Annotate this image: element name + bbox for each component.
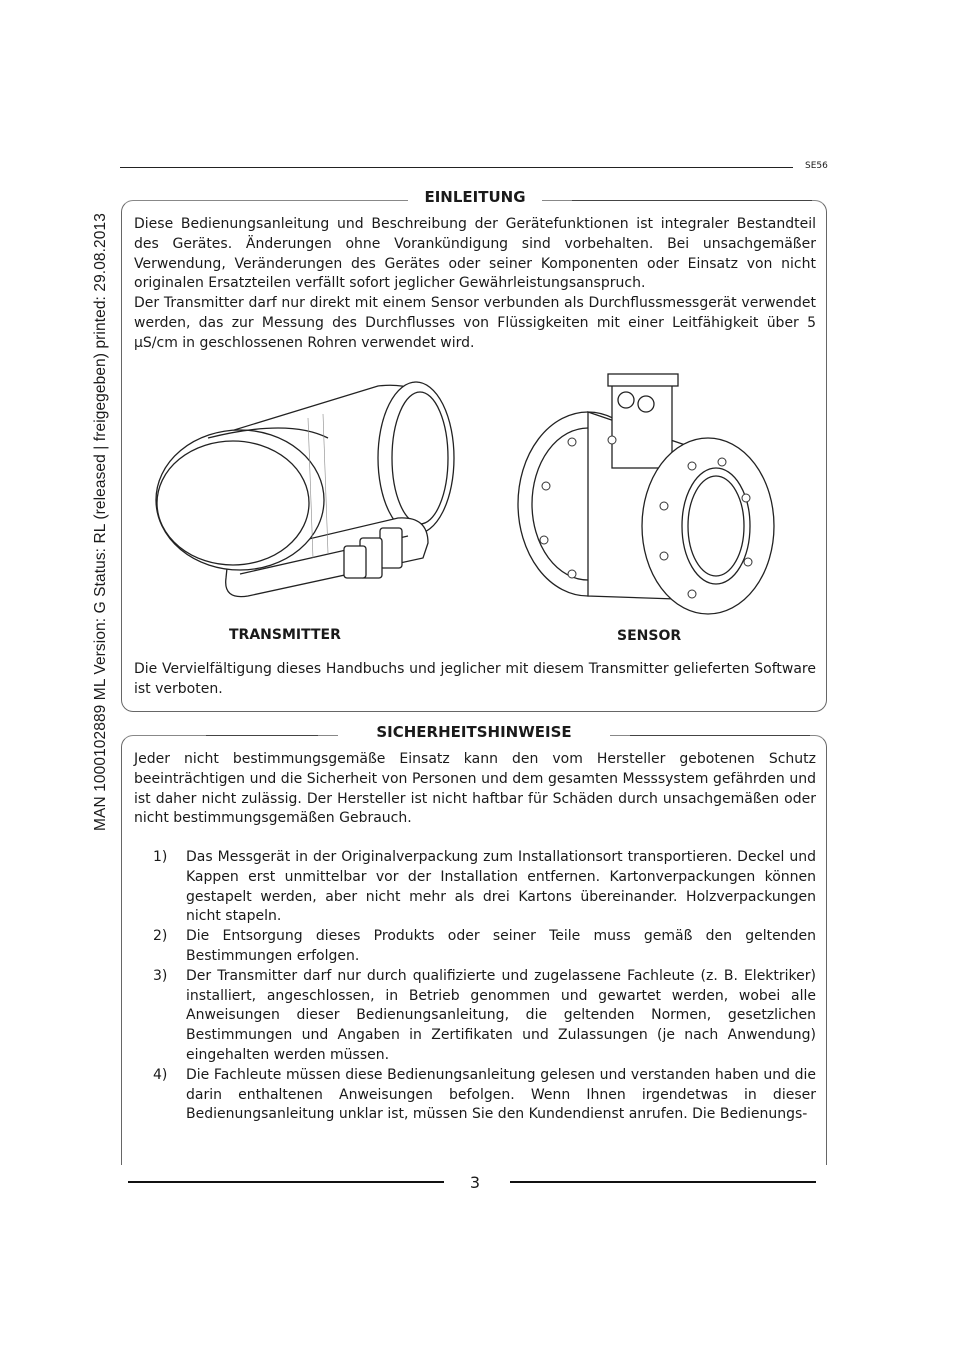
header-rule [120, 167, 793, 168]
sensor-label: SENSOR [617, 628, 682, 644]
list-item-text: Die Entsorgung dieses Produkts oder seiner Teile muss gemäß den geltenden Bestimmungen erfolgen. [186, 928, 816, 964]
list-item [150, 967, 816, 1066]
transmitter-label: TRANSMITTER [229, 627, 341, 643]
safety-intro: Jeder nicht bestimmungsgemäße Einsatz kann den vom Hersteller gebotenen Schutz beeinträchtigen und die Sicherheit von Personen und dem gesamten Messsystem gefährden und ist daher nicht zulässig. Der Hersteller ist nicht haftbar für Schäden durch unsachgemäßen oder nicht bestimmungsgemäßen Gebrauch. [134, 751, 816, 827]
list-item-text: Das Messgerät in der Originalverpackung zum Installationsort transportieren. Deckel und Kappen erst unmittelbar vor der Installation entfernen. Kartonverpackungen können gestapelt werden, aber nicht mehr als drei Kartons übereinander. Holzverpackungen nicht stapeln. [186, 849, 816, 925]
list-item [150, 1066, 816, 1125]
list-item-number: 1) [153, 849, 168, 865]
introduction-paragraph-1: Diese Bedienungsanleitung und Beschreibung der Gerätefunktionen ist integraler Bestandteil des Gerätes. Änderungen ohne Vorankündigung sind vorbehalten. Bei unsachgemäßer Verwendung, Veränderungen des Gerätes oder seiner Komponenten oder Einsatz von nicht originalen Ersatzteilen verfällt sofort jeglicher Gewährleistungsanspruch. [134, 216, 816, 292]
copyright-note: Die Vervielfältigung dieses Handbuchs und jeglicher mit diesem Transmitter gelieferten Software ist verboten. [134, 661, 816, 697]
safety-title-rule-right [630, 735, 810, 736]
introduction-paragraph-2: Der Transmitter darf nur direkt mit einem Sensor verbunden als Durchflussmessgerät verwendet werden, das zur Messung des Durchflusses von Flüssigkeiten mit einer Leitfähigkeit über 5 µS/cm in geschlossenen Rohren verwendet wird. [134, 295, 816, 351]
document-code: SE56 [805, 161, 828, 171]
list-item-text: Die Fachleute müssen diese Bedienungsanleitung gelesen und verstanden haben und die darin enthaltenen Anweisungen befolgen. Wenn Ihnen irgendetwas in dieser Bedienungsanleitung unklar ist, müssen Sie den Kundendienst anrufen. Die Bedienungs- [186, 1066, 816, 1123]
introduction-title-rule [572, 200, 812, 201]
safety-title-rule-left [206, 735, 318, 736]
document-status-sidebar: MAN 1000102889 ML Version: G Status: RL (released | freigegeben) printed: 29.08.2013 [92, 213, 109, 831]
page-number: 3 [469, 1173, 481, 1192]
list-item-text: Der Transmitter darf nur durch qualifizierte und zugelassene Fachleute (z. B. Elektriker) installiert, angeschlossen, in Betrieb genommen und gewartet werden, wobei alle Anweisungen dieser Bedienungsanleitung, die geltenden Normen, gesetzlichen Bestimmungen und Angaben in Zertifikaten und Zulassungen (je nach Anwendung) eingehalten werden müssen. [186, 967, 816, 1063]
safety-list [150, 848, 816, 1125]
footer-rule-right [510, 1181, 816, 1183]
footer-rule-left [128, 1181, 444, 1183]
list-item [150, 848, 816, 927]
introduction-title: EINLEITUNG [408, 187, 542, 207]
sensor-illustration [516, 370, 778, 616]
list-item [150, 927, 816, 967]
list-item-number: 4) [153, 1066, 168, 1083]
list-item-number: 3) [153, 967, 168, 984]
safety-title: SICHERHEITSHINWEISE [338, 722, 610, 742]
list-item-number: 2) [153, 928, 168, 945]
transmitter-illustration [148, 378, 464, 604]
